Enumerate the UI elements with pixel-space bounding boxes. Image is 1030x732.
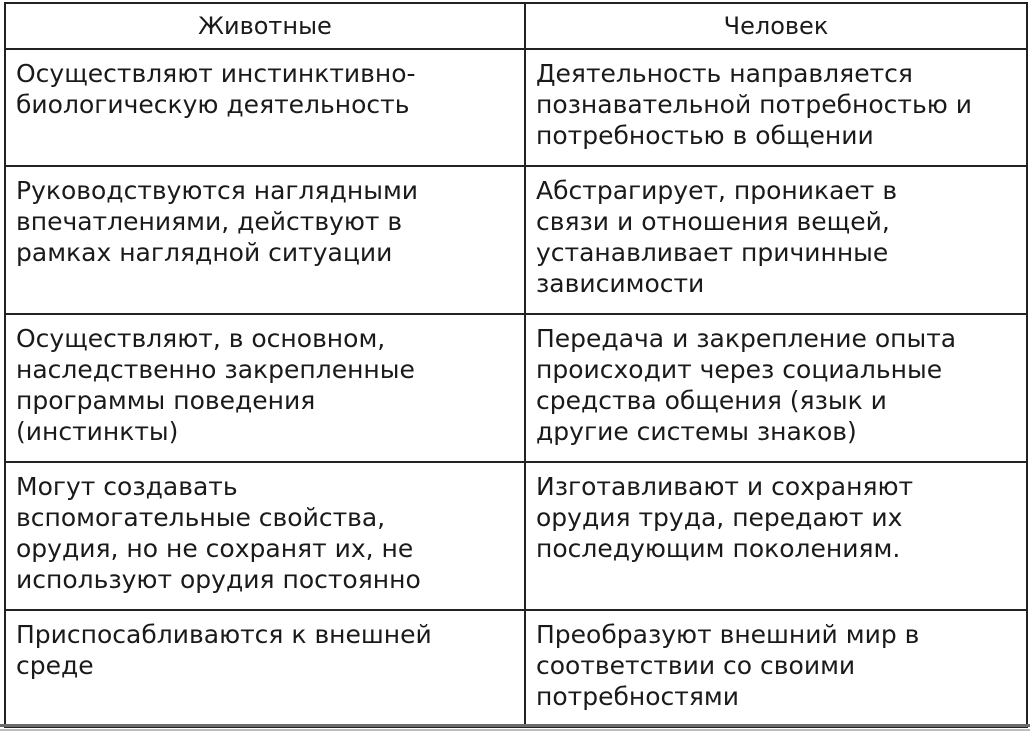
cell-animals xyxy=(5,166,525,314)
cell-line: вспомогательные свойства, xyxy=(16,503,386,532)
cell-human xyxy=(525,462,1027,610)
cell-line: биологическую деятельность xyxy=(16,90,410,119)
cell-line: происходит через социальные xyxy=(536,355,943,384)
cell-line: (инстинкты) xyxy=(16,417,179,446)
cell-line: среде xyxy=(16,651,94,680)
cell-line: зависимости xyxy=(536,269,705,298)
comparison-table-container xyxy=(4,2,1026,728)
cell-line: Изготавливают и сохраняют xyxy=(536,472,914,501)
table-row xyxy=(5,610,1027,727)
cell-line: средства общения (язык и xyxy=(536,386,887,415)
cell-line: познавательной потребностью и xyxy=(536,90,972,119)
cell-line: используют орудия постоянно xyxy=(16,565,421,594)
table-row xyxy=(5,314,1027,462)
cell-human xyxy=(525,166,1027,314)
cell-human xyxy=(525,49,1027,166)
cell-line: Деятельность направляется xyxy=(536,59,913,88)
cell-animals xyxy=(5,462,525,610)
bottom-divider-shadow xyxy=(0,729,1030,731)
cell-line: программы поведения xyxy=(16,386,316,415)
cell-line: другие системы знаков) xyxy=(536,417,857,446)
cell-line: Преобразуют внешний мир в xyxy=(536,620,920,649)
table-row xyxy=(5,462,1027,610)
comparison-table xyxy=(4,2,1028,728)
cell-line: Осуществляют инстинктивно- xyxy=(16,59,416,88)
table-row xyxy=(5,166,1027,314)
cell-human xyxy=(525,610,1027,727)
cell-line: орудия, но не сохранят их, не xyxy=(16,534,414,563)
cell-line: наследственно закрепленные xyxy=(16,355,415,384)
header-human: Человек xyxy=(525,3,1027,49)
table-row xyxy=(5,49,1027,166)
cell-human xyxy=(525,314,1027,462)
cell-animals xyxy=(5,314,525,462)
cell-animals xyxy=(5,610,525,727)
cell-line: Передача и закрепление опыта xyxy=(536,324,957,353)
cell-animals xyxy=(5,49,525,166)
cell-line: Абстрагирует, проникает в xyxy=(536,176,898,205)
cell-line: Приспосабливаются к внешней xyxy=(16,620,432,649)
cell-line: последующим поколениям. xyxy=(536,534,901,563)
cell-line: устанавливает причинные xyxy=(536,238,889,267)
bottom-divider xyxy=(0,724,1030,727)
cell-line: впечатлениями, действуют в xyxy=(16,207,403,236)
cell-line: Могут создавать xyxy=(16,472,238,501)
cell-line: связи и отношения вещей, xyxy=(536,207,890,236)
cell-line: потребностью в общении xyxy=(536,121,874,150)
cell-line: Осуществляют, в основном, xyxy=(16,324,386,353)
cell-line: потребностями xyxy=(536,682,739,711)
cell-line: орудия труда, передают их xyxy=(536,503,903,532)
cell-line: Руководствуются наглядными xyxy=(16,176,419,205)
table-header-row xyxy=(5,3,1027,49)
header-animals: Животные xyxy=(5,3,525,49)
cell-line: соответствии со своими xyxy=(536,651,856,680)
cell-line: рамках наглядной ситуации xyxy=(16,238,393,267)
